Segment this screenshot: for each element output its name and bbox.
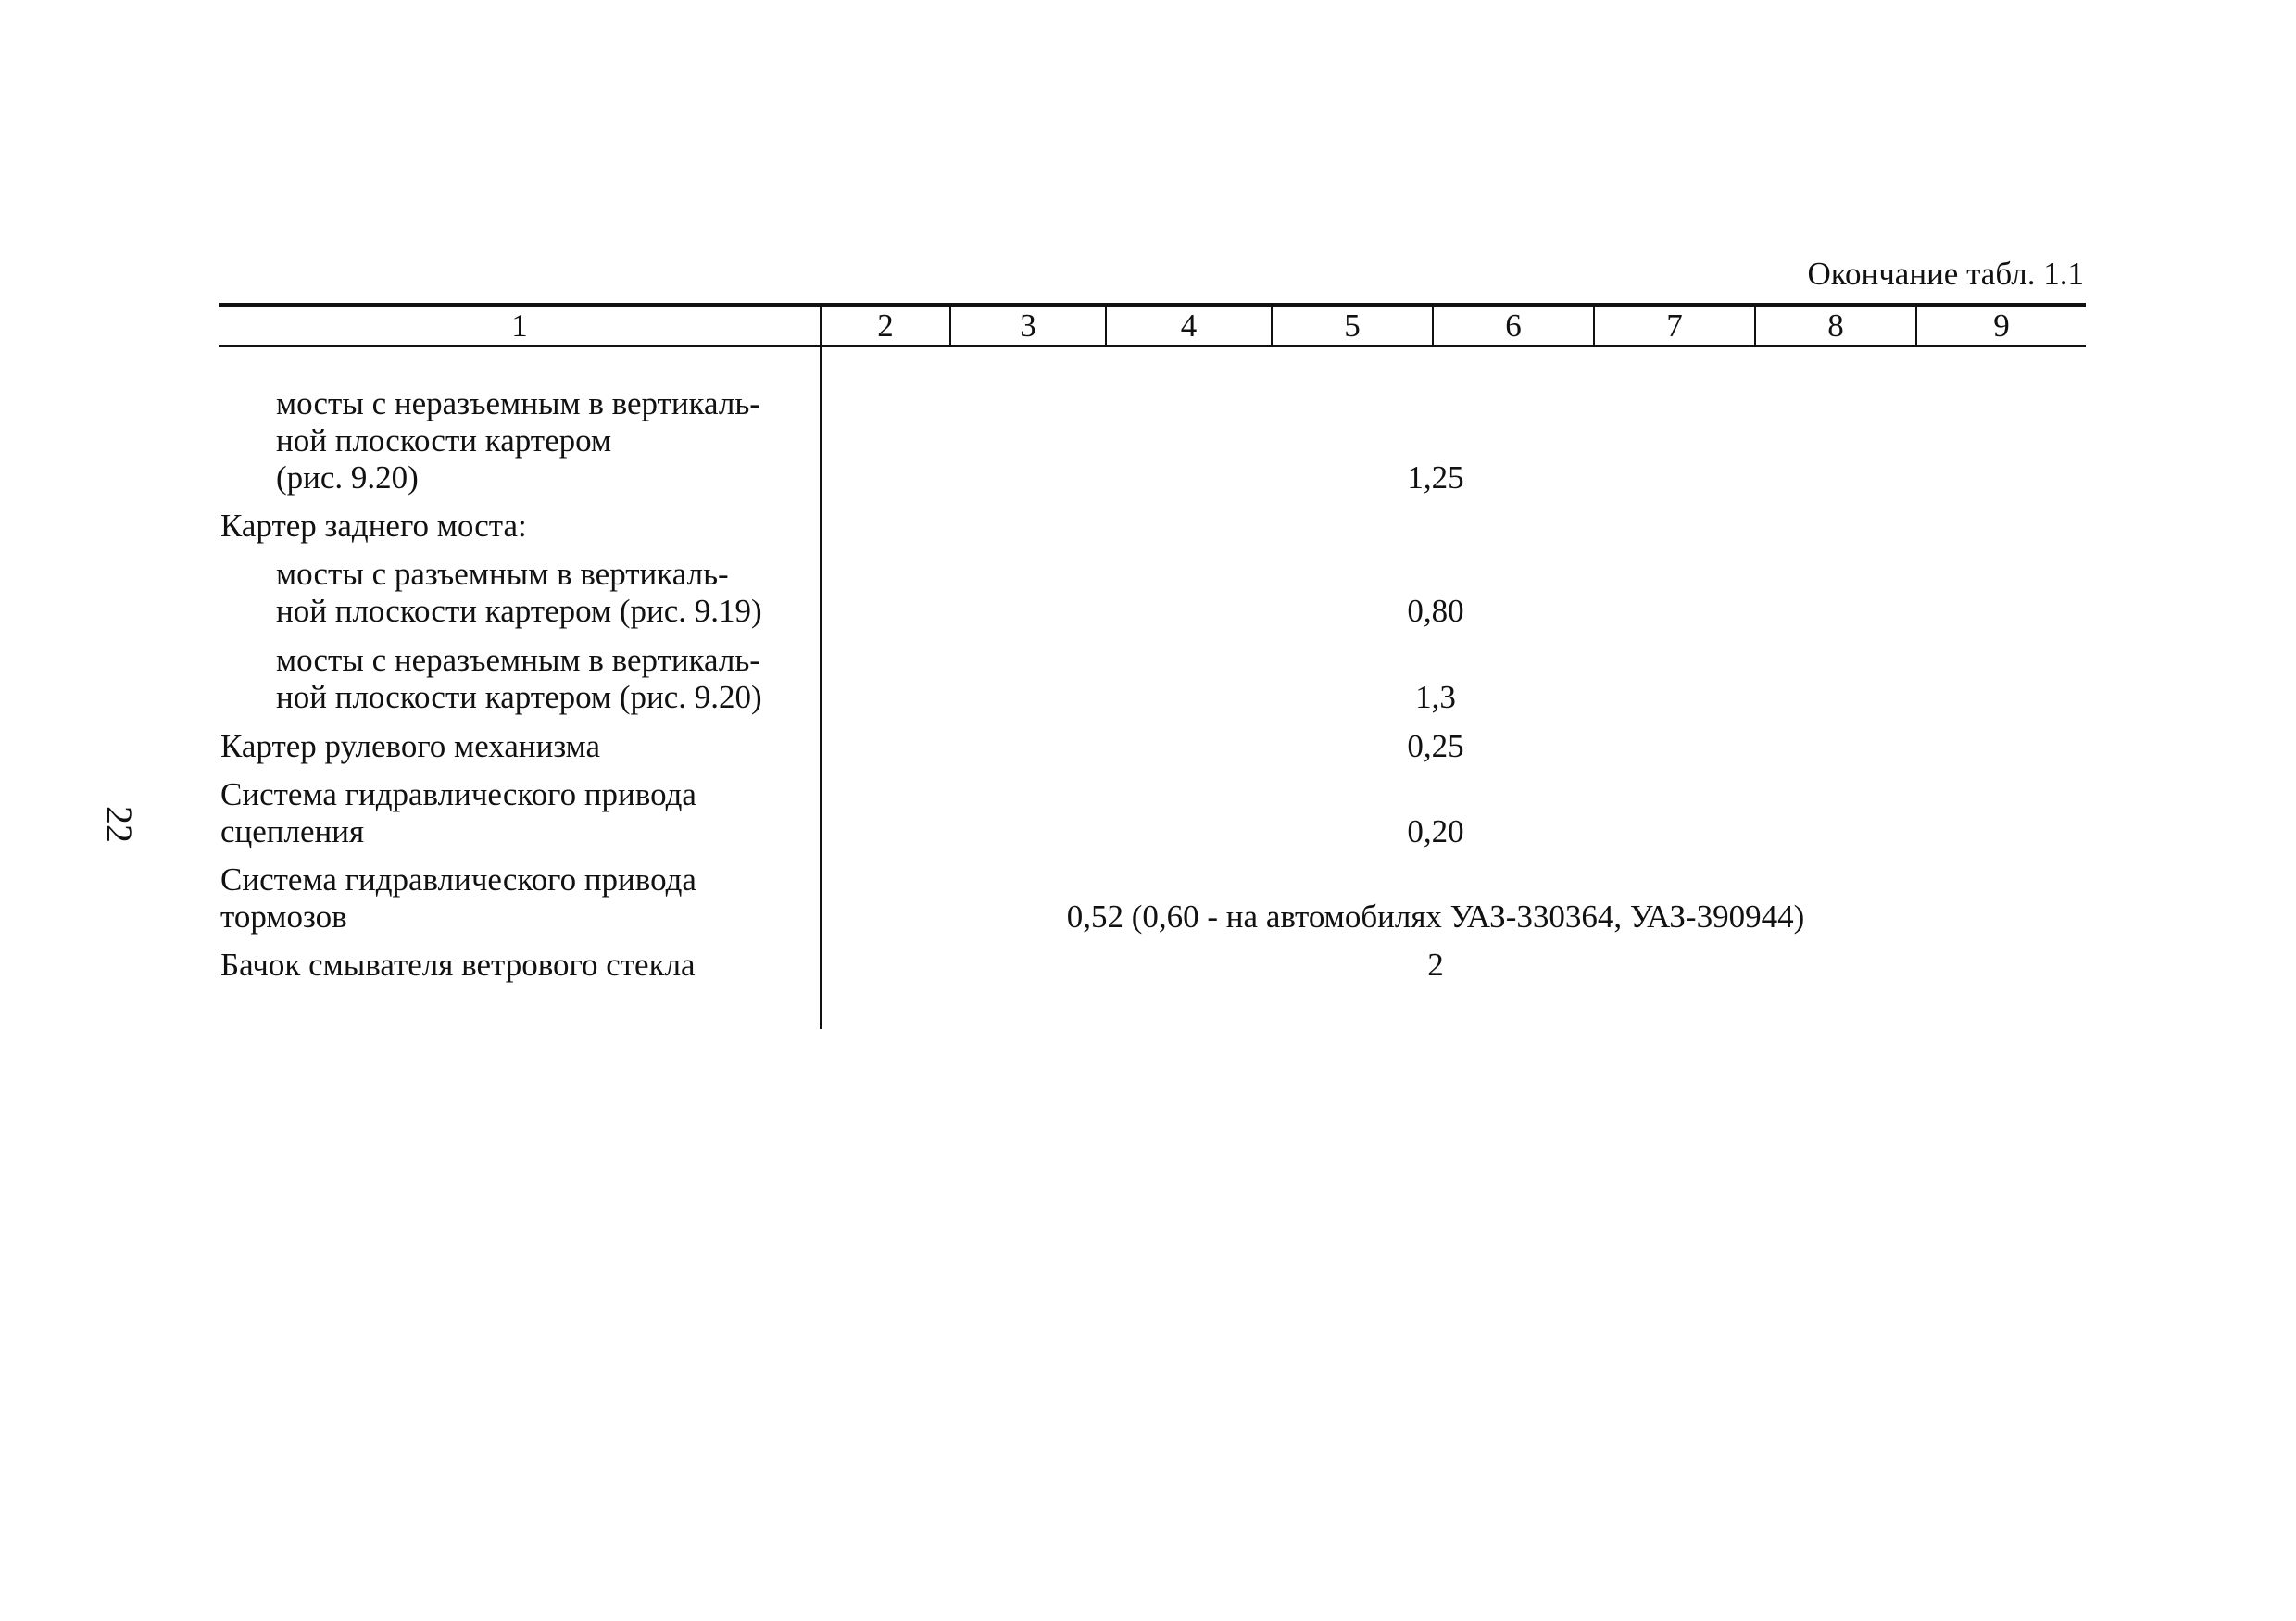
header-col-4: 4: [1180, 308, 1198, 344]
row-6-label-line-2: сцепления: [220, 813, 365, 849]
header-col-1: 1: [511, 308, 528, 344]
row-3-value: 0,80: [1407, 593, 1464, 629]
header-col-7: 7: [1666, 308, 1683, 344]
row-6-value: 0,20: [1407, 813, 1464, 849]
row-4-value: 1,3: [1415, 679, 1456, 715]
table-caption: Окончание табл. 1.1: [1807, 256, 2084, 292]
row-3-label-line-1: мосты с разъемным в вертикаль-: [276, 556, 729, 592]
header-col-2: 2: [877, 308, 894, 344]
row-2-label: Картер заднего моста:: [220, 508, 527, 544]
row-1-value: 1,25: [1407, 459, 1464, 496]
row-7-value: 0,52 (0,60 - на автомобилях УАЗ-330364, УАЗ-390944): [1066, 898, 1805, 935]
row-8-value: 2: [1427, 947, 1444, 983]
row-1-label-line-3: (рис. 9.20): [276, 459, 419, 496]
row-7-label-line-1: Система гидравлического привода: [220, 861, 696, 898]
row-8-label: Бачок смывателя ветрового стекла: [220, 947, 696, 983]
row-6-label-line-1: Система гидравлического привода: [220, 776, 696, 812]
row-5-label: Картер рулевого механизма: [220, 728, 601, 764]
header-col-8: 8: [1827, 308, 1844, 344]
header-col-3: 3: [1020, 308, 1036, 344]
row-1-label-line-2: ной плоскости картером: [276, 422, 612, 459]
header-col-5: 5: [1344, 308, 1361, 344]
row-4-label-line-2: ной плоскости картером (рис. 9.20): [276, 679, 762, 715]
row-3-label-line-2: ной плоскости картером (рис. 9.19): [276, 593, 762, 629]
column-divider-main: [820, 305, 822, 1029]
page-number: 22: [98, 806, 140, 843]
header-col-6: 6: [1505, 308, 1522, 344]
row-5-value: 0,25: [1407, 728, 1464, 764]
row-4-label-line-1: мосты с неразъемным в вертикаль-: [276, 642, 760, 678]
row-1-label-line-1: мосты с неразъемным в вертикаль-: [276, 385, 760, 421]
header-col-9: 9: [1993, 308, 2010, 344]
row-7-label-line-2: тормозов: [220, 898, 347, 935]
